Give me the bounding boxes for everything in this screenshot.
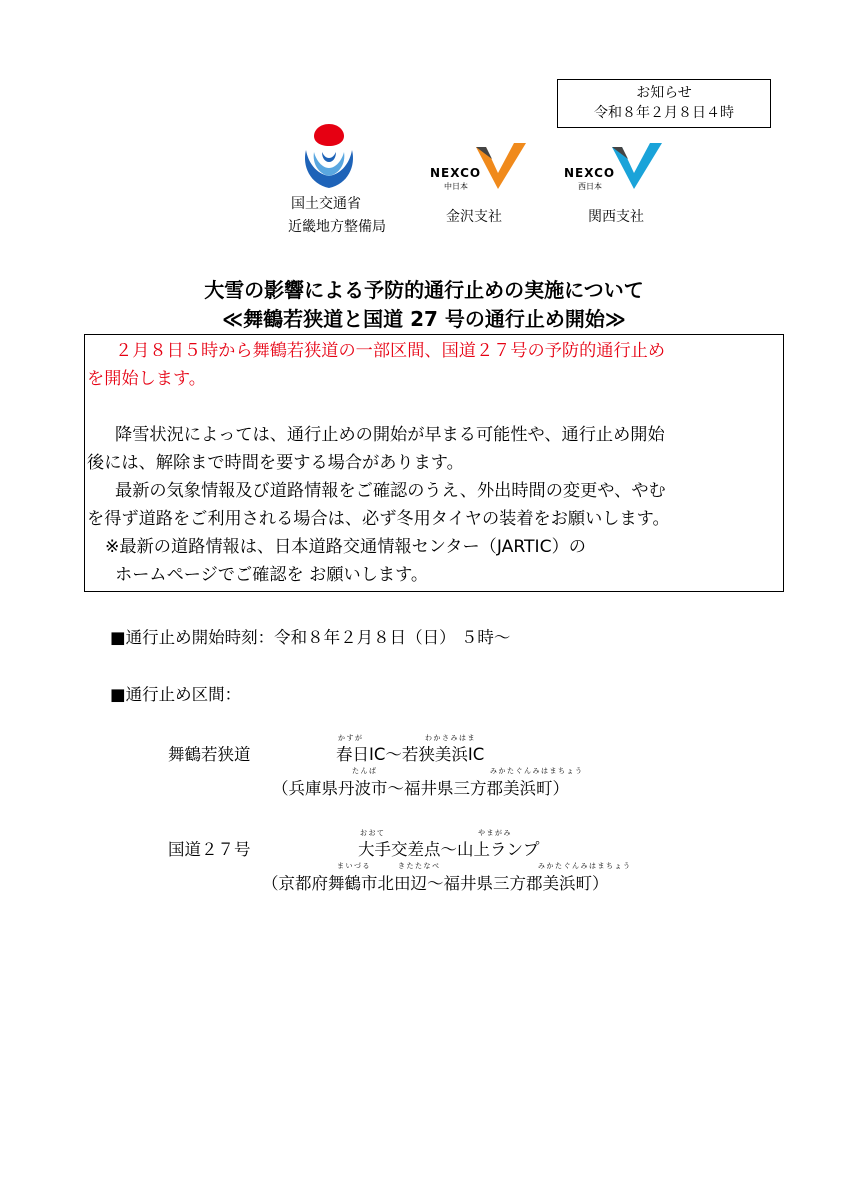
- title-line2: ≪舞鶴若狭道と国道 27 号の通行止め開始≫: [222, 307, 626, 331]
- start-time: ■通行止め開始時刻：令和８年２月８日（日） ５時～: [110, 628, 511, 647]
- route1-area: （兵庫県丹波市～福井県三方郡美浜町）: [272, 779, 569, 798]
- nexco-central-branch: 金沢支社: [446, 209, 502, 225]
- notice-date: 令和８年２月８日４時: [594, 105, 734, 121]
- section-label: ■通行止め区間：: [110, 685, 242, 704]
- red-notice-line2: を開始します。: [87, 369, 206, 389]
- nexco-west-logo: [564, 141, 662, 193]
- nexco-central-sub: 中日本: [444, 182, 468, 191]
- mlit-name-line1: 国土交通省: [291, 196, 361, 212]
- nexco-west-branch: 関西支社: [588, 209, 644, 225]
- notice-label: お知らせ: [636, 85, 692, 101]
- route1-section: 春日IC～若狭美浜IC: [336, 745, 485, 764]
- route1-ruby-tanba: たんば: [352, 767, 378, 775]
- route2-area: （京都府舞鶴市北田辺～福井県三方郡美浜町）: [262, 874, 609, 893]
- nexco-west-brand: NEXCO: [564, 166, 616, 180]
- para1-line2: 後には、解除まで時間を要する場合があります。: [87, 453, 464, 473]
- mlit-emblem-icon: [298, 122, 360, 192]
- route1-ruby-kasuga: かすが: [338, 734, 364, 742]
- route2-ruby-ote: おおて: [360, 829, 386, 837]
- route2-section: 大手交差点～山上ランプ: [358, 840, 540, 859]
- para1-line1: 降雪状況によっては、通行止めの開始が早まる可能性や、通行止め開始: [115, 425, 665, 445]
- route1-ruby-wakasamihama: わかさみはま: [425, 734, 476, 742]
- route2-ruby-mikatagun: みかたぐんみはまちょう: [538, 862, 632, 870]
- mlit-name-line2: 近畿地方整備局: [288, 219, 386, 235]
- route2-ruby-kitatanabe: きたたなべ: [398, 862, 441, 870]
- nexco-central-logo: [430, 141, 526, 193]
- para2-line1: 最新の気象情報及び道路情報をご確認のうえ、外出時間の変更や、やむ: [115, 481, 666, 501]
- route2-ruby-yamagami: やまがみ: [478, 829, 512, 837]
- nexco-central-brand: NEXCO: [430, 166, 482, 180]
- route2-ruby-maizuru: まいづる: [337, 862, 371, 870]
- mlit-logo: [298, 122, 360, 192]
- route1-road: 舞鶴若狭道: [168, 745, 251, 764]
- route2-road: 国道２７号: [168, 840, 251, 859]
- route1-ruby-mikatagun: みかたぐんみはまちょう: [490, 767, 584, 775]
- para3-line1: ※最新の道路情報は、日本道路交通情報センター（JARTIC）の: [105, 537, 586, 557]
- para2-line2: を得ず道路をご利用される場合は、必ず冬用タイヤの装着をお願いします。: [87, 509, 670, 529]
- notice-box: [557, 79, 771, 128]
- nexco-west-sub: 西日本: [578, 182, 602, 191]
- red-notice-line1: ２月８日５時から舞鶴若狭道の一部区間、国道２７号の予防的通行止め: [115, 341, 666, 361]
- nexco-west-v-icon: [612, 143, 662, 191]
- para3-line2: ホームページでご確認を お願いします。: [115, 565, 429, 585]
- nexco-central-v-icon: [476, 143, 526, 191]
- title-line1: 大雪の影響による予防的通行止めの実施について: [204, 278, 644, 302]
- notice-body-box: [84, 334, 784, 592]
